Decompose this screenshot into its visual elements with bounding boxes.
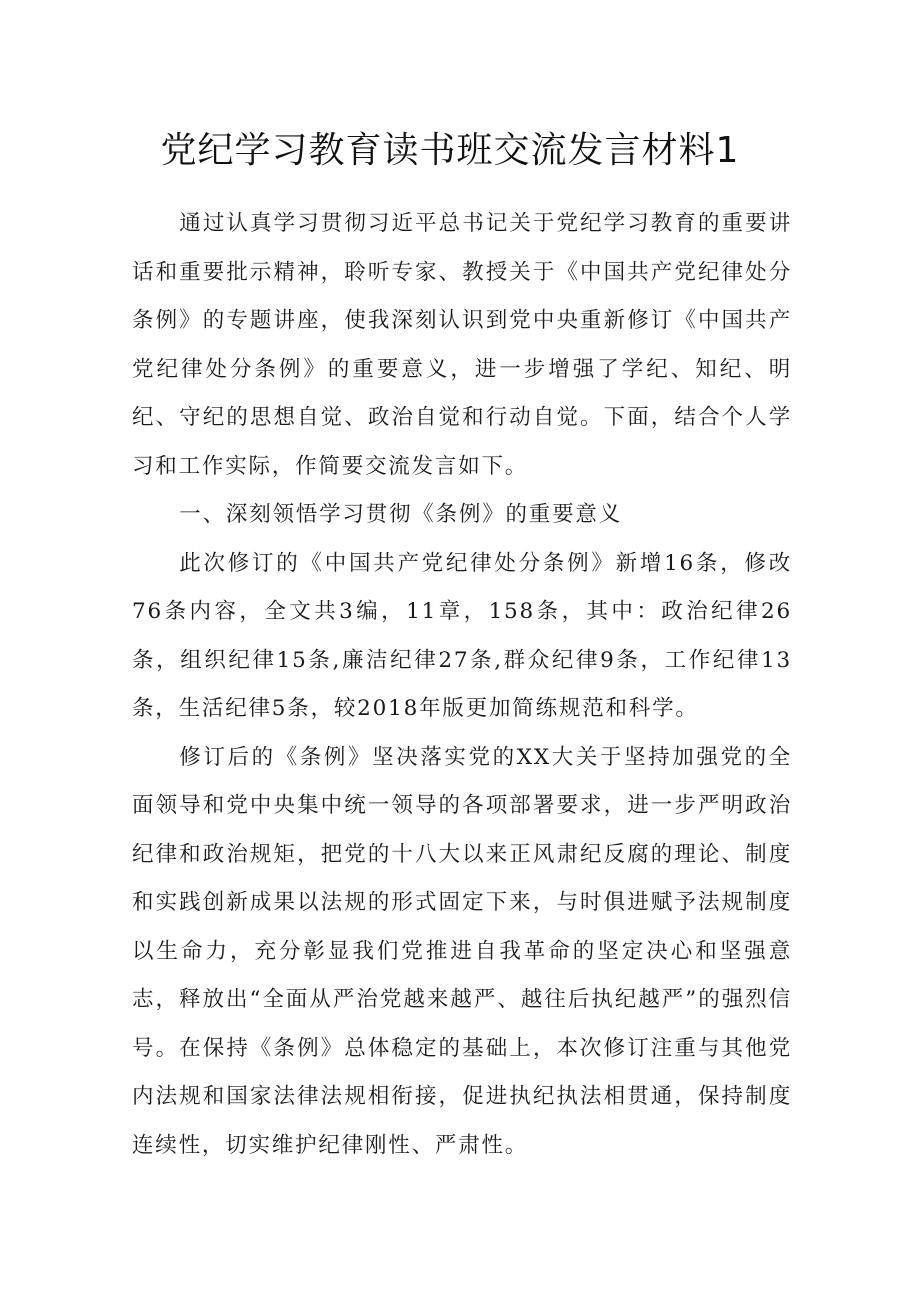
paragraph-statistics: 此次修订的《中国共产党纪律处分条例》新增16条，修改76条内容，全文共3编，11章，158条，其中：政治纪律26条，组织纪律15条,廉洁纪律27条,群众纪律9条，工作纪律13条，生活纪律5条，较2018年版更加简练规范和科学。 bbox=[132, 550, 792, 721]
document-body bbox=[132, 200, 792, 1170]
section-heading-1: 一、深刻领悟学习贯彻《条例》的重要意义 bbox=[179, 502, 622, 527]
paragraph-significance: 修订后的《条例》坚决落实党的XX大关于坚持加强党的全面领导和党中央集中统一领导的各项部署要求，进一步严明政治纪律和政治规矩，把党的十八大以来正风肃纪反腐的理论、制度和实践创新成果以法规的形式固定下来，与时俱进赋予法规制度以生命力，充分彰显我们党推进自我革命的坚定决心和坚强意志，释放出“全面从严治党越来越严、越往后执纪越严”的强烈信号。在保持《条例》总体稳定的基础上，本次修订注重与其他党内法规和国家法律法规相衔接，促进执纪执法相贯通，保持制度连续性，切实维护纪律刚性、严肃性。 bbox=[132, 744, 792, 1158]
paragraph-intro: 通过认真学习贯彻习近平总书记关于党纪学习教育的重要讲话和重要批示精神，聆听专家、教授关于《中国共产党纪律处分条例》的专题讲座，使我深刻认识到党中央重新修订《中国共产党纪律处分条例》的重要意义，进一步增强了学纪、知纪、明纪、守纪的思想自觉、政治自觉和行动自觉。下面，结合个人学习和工作实际，作简要交流发言如下。 bbox=[132, 211, 792, 479]
document-title: 党纪学习教育读书班交流发言材料1 bbox=[160, 130, 740, 171]
